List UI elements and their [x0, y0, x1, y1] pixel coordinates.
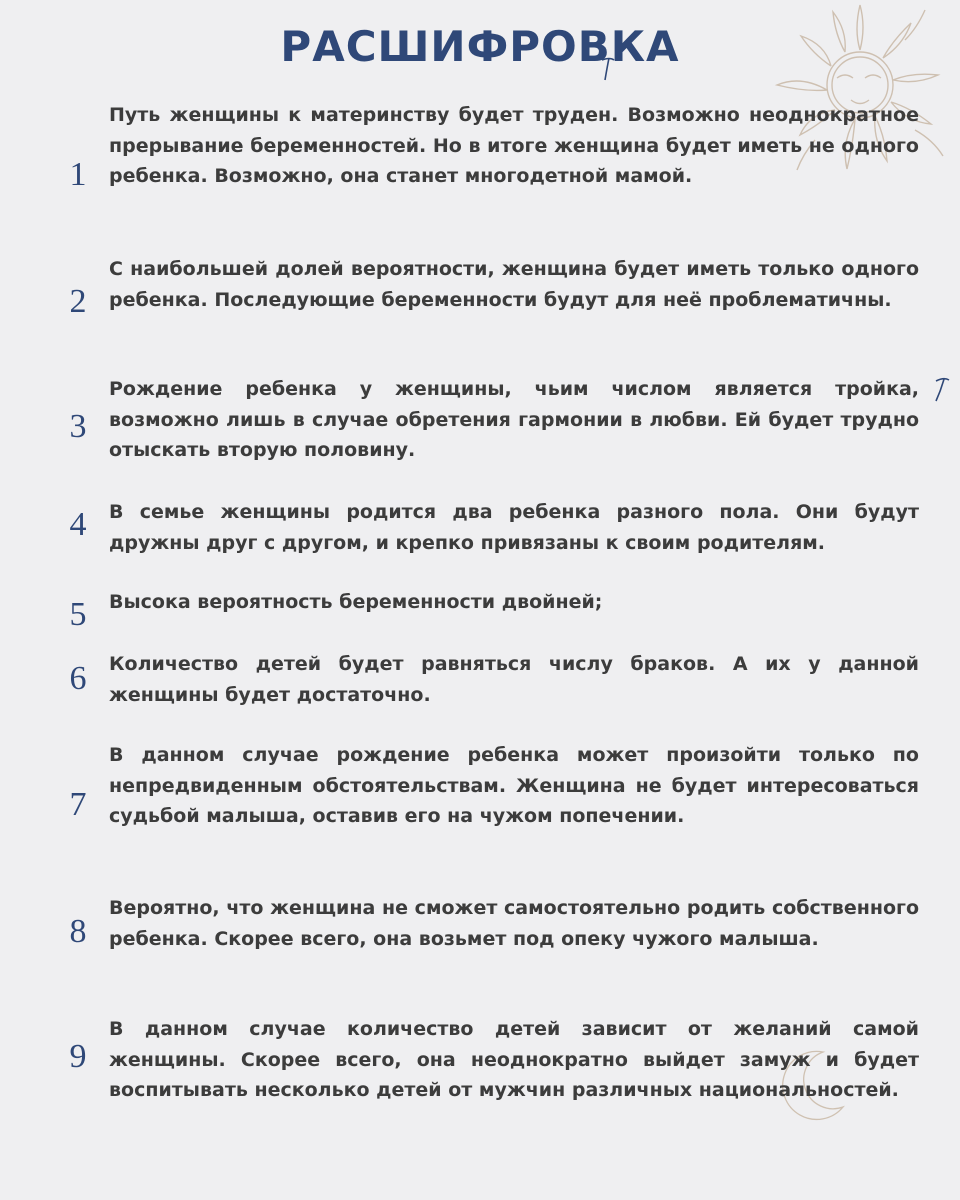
item-number: 7: [69, 786, 87, 823]
item-text: С наибольшей долей вероятности, женщина будет иметь только одного ребенка. Последующие беременности будут для неё проблематичны.: [109, 258, 919, 311]
item-text: Рождение ребенка у женщины, чьим числом является тройка, возможно лишь в случае обретения гармонии в любви. Ей будет трудно отыскать вторую половину.: [109, 378, 919, 461]
item-number: 1: [69, 156, 87, 193]
item-number: 8: [69, 913, 87, 950]
item-text: В данном случае рождение ребенка может произойти только по непредвиденным обстоятельствам. Женщина не будет интересоваться судьбой малыша, оставив его на чужом попечении.: [109, 744, 919, 827]
item-text: Вероятно, что женщина не сможет самостоятельно родить собственного ребенка. Скорее всего, она возьмет под опеку чужого малыша.: [109, 897, 919, 950]
item-number: 4: [69, 506, 87, 543]
item-number: 9: [69, 1038, 87, 1075]
item-text: Количество детей будет равняться числу браков. А их у данной женщины будет достаточно.: [109, 653, 919, 706]
item-text: Путь женщины к материнству будет труден. Возможно неоднократное прерывание беременностей. Но в итоге женщина будет иметь не одного ребенка. Возможно, она станет многодетной мамой.: [109, 104, 919, 187]
item-number: 3: [69, 408, 87, 445]
item-text: В семье женщины родится два ребенка разного пола. Они будут дружны друг с другом, и крепко привязаны к своим родителям.: [109, 501, 919, 554]
page-title: РАСШИФРОВКА: [280, 22, 680, 71]
item-number: 5: [69, 596, 87, 633]
item-number: 6: [69, 660, 87, 697]
item-number: 2: [69, 283, 87, 320]
item-text: Высока вероятность беременности двойней;: [109, 591, 603, 613]
flourish-icon: [930, 376, 952, 406]
item-text: В данном случае количество детей зависит от желаний самой женщины. Скорее всего, она неоднократно выйдет замуж и будет воспитывать несколько детей от мужчин различных национальностей.: [109, 1018, 919, 1101]
